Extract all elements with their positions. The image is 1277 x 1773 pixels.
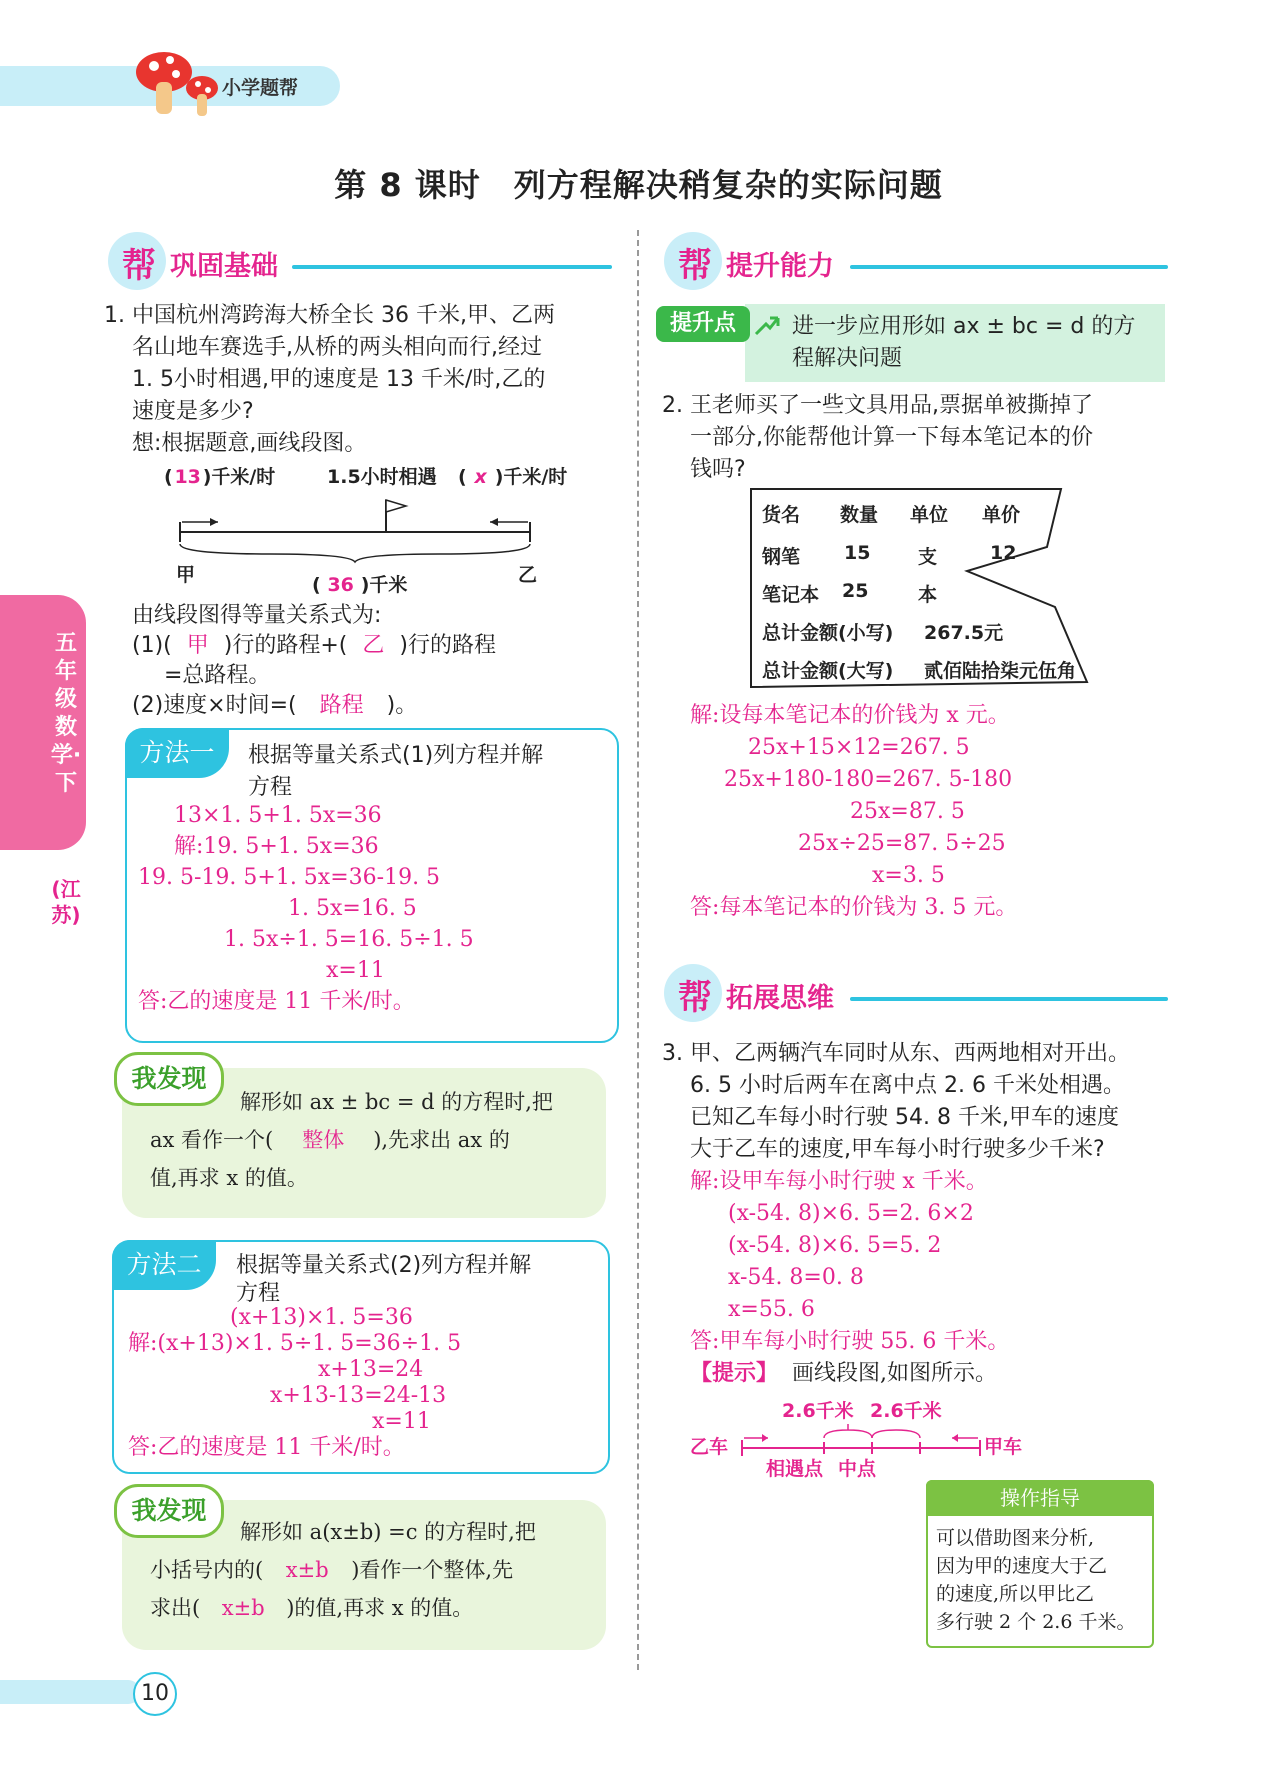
method-1-step: 13×1. 5+1. 5x=36 [174, 803, 382, 828]
q2-line: 王老师买了一些文具用品,票据单被撕掉了 [690, 393, 1093, 418]
q3-line: 甲、乙两辆汽车同时从东、西两地相对开出。 [690, 1041, 1131, 1066]
q2-solution: 解:设每本笔记本的价钱为 x 元。 [690, 703, 1010, 728]
diagram-yi: 乙 [518, 564, 538, 586]
region-label: (江苏) [51, 877, 81, 927]
q3-diagram-midpoint: 中点 [838, 1458, 877, 1480]
guide-line: 可以借助图来分析, [936, 1527, 1095, 1549]
section-rule [292, 265, 612, 269]
section-rule [850, 265, 1168, 269]
receipt-cell: 本 [918, 584, 938, 606]
receipt-total-label: 总计金额(小写) [762, 622, 894, 644]
relation-intro: 由线段图得等量关系式为: [132, 603, 382, 628]
q2-number: 2. [662, 393, 683, 418]
q3-solution: (x-54. 8)×6. 5=2. 6×2 [728, 1201, 974, 1226]
diagram-jia: 甲 [176, 564, 196, 586]
column-divider [637, 230, 639, 1670]
q3-solution: (x-54. 8)×6. 5=5. 2 [728, 1233, 942, 1258]
guide-title: 操作指导 [926, 1480, 1154, 1516]
found-1-line: 值,再求 x 的值。 [150, 1166, 308, 1190]
q2-line: 一部分,你能帮他计算一下每本笔记本的价 [690, 425, 1093, 450]
receipt-cell: 支 [918, 546, 938, 568]
receipt-total-small: 267.5元 [924, 622, 1004, 644]
q3-line: 已知乙车每小时行驶 54. 8 千米,甲车的速度 [690, 1105, 1119, 1130]
method-1-title: 根据等量关系式(1)列方程并解 [248, 743, 544, 768]
section-header-expand [664, 964, 1169, 1022]
q3-diagram-distance: 2.6千米 [870, 1400, 942, 1422]
improve-point-text: 程解决问题 [792, 346, 903, 371]
q1-line: 速度是多少? [132, 399, 254, 424]
diagram-left-label: (13)千米/时 [164, 466, 276, 488]
diagram-total-label: ( 36 )千米 [312, 574, 408, 596]
q3-solution: x-54. 8=0. 8 [728, 1265, 864, 1290]
arrow-icon [752, 310, 782, 338]
receipt-cell: 钢笔 [762, 546, 801, 568]
found-2-line: 小括号内的( x±b )看作一个整体,先 [150, 1558, 514, 1582]
receipt-header: 货名 [762, 504, 801, 526]
found-2-tag: 我发现 [114, 1484, 224, 1538]
section-title: 提升能力 [726, 251, 834, 282]
q3-hint: 【提示】 画线段图,如图所示。 [690, 1361, 998, 1386]
receipt-total-big: 贰佰陆拾柒元伍角 [924, 660, 1077, 682]
q3-solution: x=55. 6 [728, 1297, 815, 1322]
method-2-step: 解:(x+13)×1. 5÷1. 5=36÷1. 5 [128, 1331, 462, 1356]
q3-number: 3. [662, 1041, 683, 1066]
bang-glyph: 帮 [678, 978, 712, 1018]
receipt-cell: 笔记本 [762, 584, 820, 606]
grade-label: 五年级数学·下 [50, 631, 82, 796]
bang-glyph: 帮 [678, 246, 712, 286]
method-2-step: x+13=24 [318, 1357, 424, 1382]
q2-solution: 25x+15×12=267. 5 [748, 735, 970, 760]
improve-point-tag: 提升点 [656, 306, 750, 342]
page-number: 10 [133, 1672, 177, 1716]
q2-solution: 25x=87. 5 [850, 799, 965, 824]
section-rule [850, 997, 1168, 1001]
q3-diagram-yi-car: 乙车 [690, 1436, 729, 1458]
method-2-step: x+13-13=24-13 [270, 1383, 447, 1408]
relation-1: (1)( 甲 )行的路程+( 乙 )行的路程 [132, 633, 496, 658]
guide-line: 因为甲的速度大于乙 [936, 1555, 1108, 1577]
found-1-line: ax 看作一个( 整体 ),先求出 ax 的 [150, 1128, 510, 1152]
receipt-total-label: 总计金额(大写) [762, 660, 894, 682]
found-2-line: 解形如 a(x±b) =c 的方程时,把 [240, 1520, 536, 1544]
section-title: 巩固基础 [170, 251, 278, 282]
method-1-step: 19. 5-19. 5+1. 5x=36-19. 5 [138, 865, 441, 890]
q1-line: 1. 5小时相遇,甲的速度是 13 千米/时,乙的 [132, 367, 546, 392]
method-1-step: 1. 5x=16. 5 [288, 896, 417, 921]
receipt-header: 数量 [840, 504, 879, 526]
relation-1-cont: =总路程。 [164, 663, 271, 688]
bang-glyph: 帮 [122, 246, 156, 286]
q2-solution: x=3. 5 [872, 863, 945, 888]
found-2-line: 求出( x±b )的值,再求 x 的值。 [150, 1596, 474, 1620]
q3-answer: 答:甲车每小时行驶 55. 6 千米。 [690, 1329, 1010, 1354]
receipt-header: 单价 [982, 504, 1021, 526]
q3-solution: 解:设甲车每小时行驶 x 千米。 [690, 1169, 988, 1194]
method-2-step: (x+13)×1. 5=36 [230, 1305, 413, 1330]
diagram-right-label: ( x )千米/时 [458, 466, 568, 488]
relation-2: (2)速度×时间=( 路程 )。 [132, 693, 418, 718]
guide-line: 多行驶 2 个 2.6 千米。 [936, 1611, 1136, 1633]
q3-diagram-distance: 2.6千米 [782, 1400, 854, 1422]
series-label: 小学题帮 [222, 77, 299, 99]
receipt-header: 单位 [910, 504, 949, 526]
section-title: 拓展思维 [726, 983, 834, 1014]
method-2-tag: 方法二 [112, 1240, 216, 1290]
guide-line: 的速度,所以甲比乙 [936, 1583, 1095, 1605]
method-1-tag: 方法一 [125, 728, 229, 778]
diagram-meet-label: 1.5小时相遇 [327, 466, 437, 488]
method-2-answer: 答:乙的速度是 11 千米/时。 [128, 1435, 405, 1460]
receipt-cell: 25 [842, 580, 869, 602]
q1-line: 中国杭州湾跨海大桥全长 36 千米,甲、乙两 [132, 303, 555, 328]
q3-diagram-meet: 相遇点 [766, 1458, 824, 1480]
method-1-step: 解:19. 5+1. 5x=36 [174, 834, 379, 859]
method-1-step: 1. 5x÷1. 5=16. 5÷1. 5 [224, 927, 474, 952]
q3-line: 6. 5 小时后两车在离中点 2. 6 千米处相遇。 [690, 1073, 1125, 1098]
segment-diagram [170, 490, 540, 570]
q1-number: 1. [104, 303, 125, 328]
improve-point-text: 进一步应用形如 ax ± bc = d 的方 [792, 314, 1136, 339]
method-2-title: 方程 [236, 1281, 281, 1306]
q2-answer: 答:每本笔记本的价钱为 3. 5 元。 [690, 895, 1018, 920]
q3-line: 大于乙车的速度,甲车每小时行驶多少千米? [690, 1137, 1105, 1162]
q1-think: 想:根据题意,画线段图。 [132, 431, 367, 456]
method-1-step: x=11 [326, 958, 385, 983]
method-1-answer: 答:乙的速度是 11 千米/时。 [138, 989, 415, 1014]
receipt-cell: 12 [990, 542, 1017, 564]
mushroom-icon [128, 42, 228, 122]
found-1-tag: 我发现 [114, 1052, 224, 1106]
q3-diagram-jia-car: 甲车 [984, 1436, 1023, 1458]
found-1-line: 解形如 ax ± bc = d 的方程时,把 [240, 1090, 553, 1114]
page-title: 第 8 课时 列方程解决稍复杂的实际问题 [334, 166, 943, 204]
section-header-improve [664, 232, 1169, 290]
section-header-basic [108, 232, 613, 290]
receipt-cell: 15 [844, 542, 871, 564]
footer-bar [0, 1680, 140, 1704]
method-1-title: 方程 [248, 775, 293, 800]
q1-line: 名山地车赛选手,从桥的两头相向而行,经过 [132, 335, 542, 360]
method-2-title: 根据等量关系式(2)列方程并解 [236, 1253, 532, 1278]
q2-solution: 25x+180-180=267. 5-180 [724, 767, 1013, 792]
q2-solution: 25x÷25=87. 5÷25 [798, 831, 1006, 856]
method-2-step: x=11 [372, 1409, 431, 1434]
q2-line: 钱吗? [690, 457, 746, 482]
